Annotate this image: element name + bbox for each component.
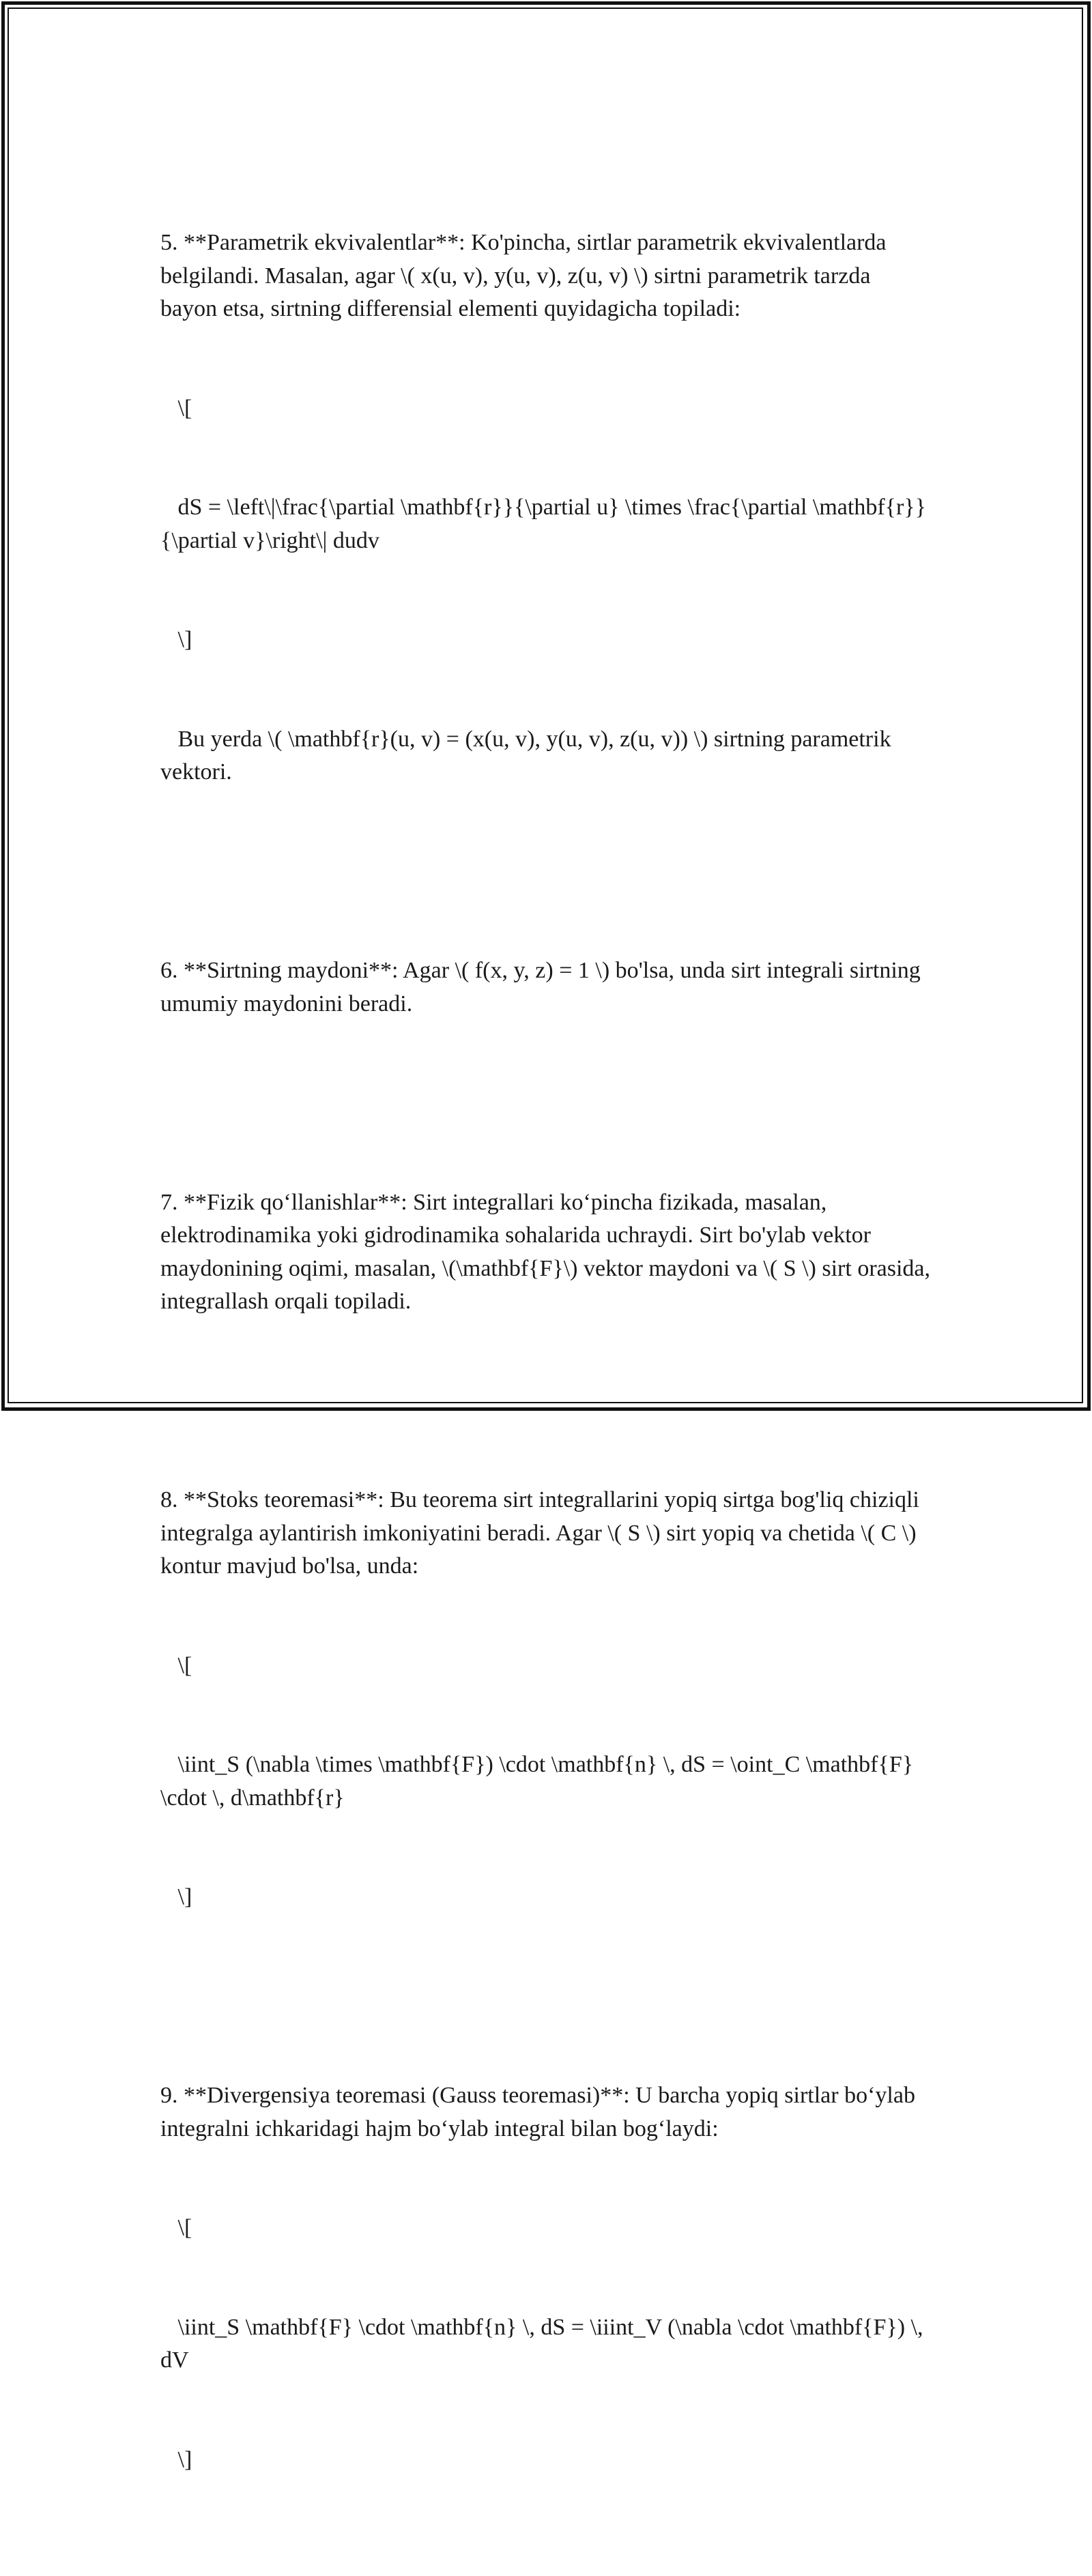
formula-close: \] [160, 627, 192, 652]
formula-open: \[ [160, 395, 192, 421]
list-item-8 [160, 1418, 932, 1980]
paragraph: Bu yerda \( \mathbf{r}(u, v) = (x(u, v), y(u, v), z(u, v)) \) sirtning parametrik vektori. [160, 726, 897, 785]
list-item-9 [160, 2013, 932, 2543]
paragraph: 6. **Sirtning maydoni**: Agar \( f(x, y, z) = 1 \) bo'lsa, unda sirt integrali sirtning umumiy maydonini beradi. [160, 958, 927, 1016]
document-body [160, 160, 936, 2576]
paragraph: 7. **Fizik qo‘llanishlar**: Sirt integrallari ko‘pincha fizikada, masalan, elektrodinamika yoki gidrodinamika sohalarida uchraydi. Sirt bo'ylab vektor maydonining oqimi, masalan, \(\mathbf{F}\) vektor maydoni va \( S \) sirt orasida, integrallash orqali topiladi. [160, 1189, 936, 1314]
formula-line: \iint_S (\nabla \times \mathbf{F}) \cdot \mathbf{n} \, dS = \oint_C \mathbf{F} \cdot \, d\mathbf{r} [160, 1752, 919, 1811]
formula-open: \[ [160, 1652, 192, 1678]
paragraph: 8. **Stoks teoremasi**: Bu teorema sirt integrallarini yopiq sirtga bog'liq chiziqli integralga aylantirish imkoniyatini beradi. Agar \( S \) sirt yopiq va chetida \( C \) kontur mavjud bo'lsa, unda: [160, 1487, 925, 1579]
list-item-6 [160, 888, 932, 1087]
formula-close: \] [160, 2446, 192, 2472]
list-item-7 [160, 1120, 936, 1385]
paragraph: 5. **Parametrik ekvivalentlar**: Ko'pincha, sirtlar parametrik ekvivalentlarda belgilandi. Masalan, agar \( x(u, v), y(u, v), z(u, v) \) sirtni parametrik tarzda bayon etsa, sirtning differensial elementi quyidagicha topiladi: [160, 230, 893, 321]
formula-line: dS = \left\|\frac{\partial \mathbf{r}}{\partial u} \times \frac{\partial \mathbf{r}}{\partial v}\right\| dudv [160, 495, 926, 553]
formula-close: \] [160, 1884, 192, 1909]
paragraph: 9. **Divergensiya teoremasi (Gauss teoremasi)**: U barcha yopiq sirtlar bo‘ylab integralni ichkaridagi hajm bo‘ylab integral bilan bog‘laydi: [160, 2083, 921, 2141]
formula-open: \[ [160, 2215, 192, 2240]
list-item-5 [160, 160, 932, 855]
formula-line: \iint_S \mathbf{F} \cdot \mathbf{n} \, dS = \iiint_V (\nabla \cdot \mathbf{F}) \, dV [160, 2314, 930, 2373]
